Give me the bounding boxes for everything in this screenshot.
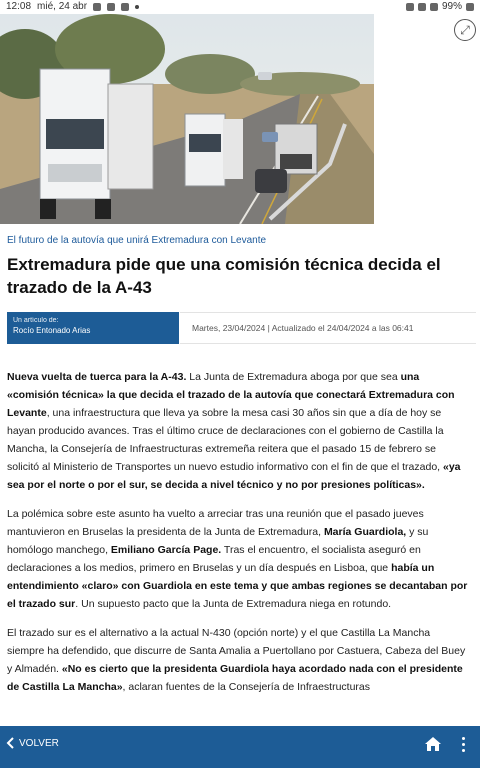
body-text: Tras el encuentro, el socialista aseguró en declaraciones a los medios, primero en Bruselas y un día después en Lisboa, que [7, 544, 421, 574]
article-paragraph [7, 624, 470, 696]
body-text: La polémica sobre este asunto ha vuelto a arreciar tras una reunión que el pasado jueves mantuvieron en Bruselas la presidenta de la Junta de Extremadura, [7, 508, 424, 538]
gallery-icon [93, 3, 101, 11]
body-text: , aclaran fuentes de la Consejería de Infraestructuras [122, 681, 371, 693]
back-label: VOLVER [19, 737, 59, 749]
article-dateline: Martes, 23/04/2024 | Actualizado el 24/04/2024 a las 06:41 [180, 312, 476, 344]
bold-text: Emiliano García Page. [110, 544, 222, 556]
byline-label: Un artículo de: [13, 317, 59, 324]
more-dot [462, 749, 465, 752]
article-paragraph [7, 505, 470, 613]
cloud-icon [121, 3, 129, 11]
bold-text: María Guardiola, [323, 526, 407, 538]
body-text: La Junta de Extremadura aboga por que sea [186, 371, 401, 383]
expand-image-icon[interactable]: ⤢ [454, 19, 476, 41]
notification-icon [107, 3, 115, 11]
hero-photo-image [0, 14, 374, 224]
status-bar [0, 0, 480, 14]
author-box[interactable] [7, 312, 179, 344]
body-text: . Un supuesto pacto que la Junta de Extremadura niega en rotundo. [75, 598, 392, 610]
body-text: y su homólogo manchego, [7, 526, 429, 556]
battery-icon [466, 3, 474, 11]
body-text: , una infraestructura que lleva ya sobre la mesa casi 30 años sin que a día de hoy se hayan producido avances. Tras el último cruce de declaraciones con el gobierno de Castilla la Mancha, la Consejería de Infraestructuras extremeña reitera que el pasado 15 de febrero se solicitó al Ministerio de Transportes un nuevo estudio informativo con el fin de que el trazado, [7, 407, 444, 473]
more-dot [462, 743, 465, 746]
bold-text: «No es cierto que la presidenta Guardiola haya acordado nada con el presidente de Castilla La Mancha» [7, 663, 463, 693]
back-button[interactable] [6, 737, 59, 749]
status-time: 12:08 [6, 1, 32, 12]
bold-text: había un entendimiento «claro» con Guardiola en este tema y que ambas regiones se decantaban por el trazado sur [7, 562, 468, 610]
signal-icon [430, 3, 438, 11]
mute-icon [406, 3, 414, 11]
article-kicker[interactable]: El futuro de la autovía que unirá Extremadura con Levante [7, 235, 267, 246]
home-icon[interactable] [424, 735, 442, 753]
chevron-left-icon [6, 737, 15, 749]
bold-text: «ya sea por el norte o por el sur, se decida a nivel técnico y no por presiones políticas». [7, 461, 461, 491]
wifi-icon [418, 3, 426, 11]
more-dot [462, 737, 465, 740]
article-paragraph [7, 368, 470, 494]
more-vertical-icon[interactable] [458, 733, 468, 755]
bottom-navigation [0, 726, 480, 768]
bold-text: una «comisión técnica» la que decida el trazado de la autovía que conectará Extremadura con Levante [7, 371, 455, 419]
author-name: Rocío Entonado Arias [13, 326, 91, 335]
more-notifications-icon [135, 5, 139, 9]
body-text: El trazado sur es el alternativo a la actual N-430 (opción norte) y el que Castilla La Mancha siempre ha defendido, que discurre de Santa Amalia a Puertollano por Castuera, Cabeza del Buey y Almadén. [7, 627, 466, 675]
hero-photo[interactable] [0, 14, 374, 224]
bold-text: Nueva vuelta de tuerca para la A-43. [7, 371, 187, 383]
article-body [7, 368, 470, 707]
battery-level: 99% [441, 1, 462, 12]
status-date: mié, 24 abr [37, 1, 88, 12]
article-headline: Extremadura pide que una comisión técnica decida el trazado de la A-43 [7, 255, 441, 297]
